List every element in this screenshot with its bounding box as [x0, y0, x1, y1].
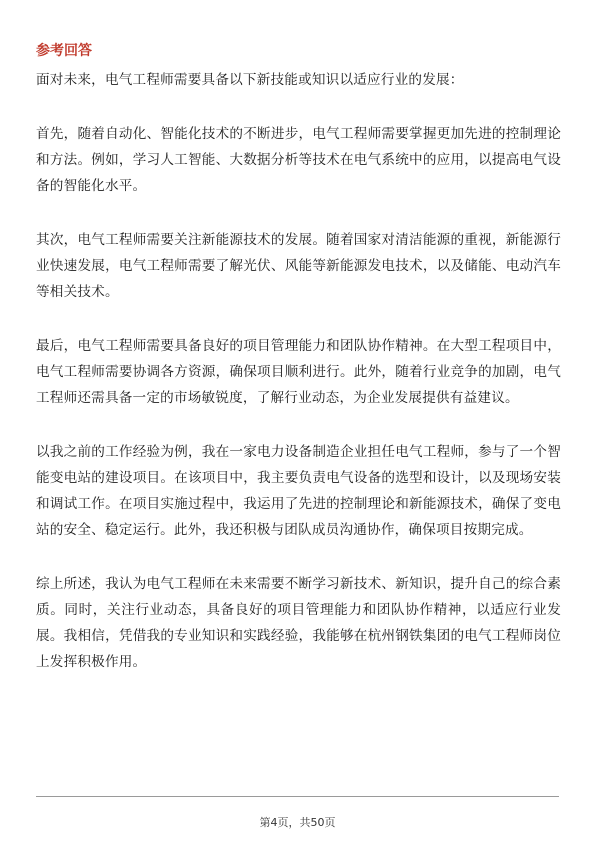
page-number: 第4页，共50页 — [259, 816, 336, 829]
paragraph-last: 最后，电气工程师需要具备良好的项目管理能力和团队协作精神。在大型工程项目中，电气工程师需要协调各方资源，确保项目顺利进行。此外，随着行业竞争的加剧，电气工程师还需具备一定的市场敏锐度，了解行业动态，为企业发展提供有益建议。 — [36, 338, 561, 406]
paragraph-experience: 以我之前的工作经验为例，我在一家电力设备制造企业担任电气工程师，参与了一个智能变电站的建设项目。在该项目中，我主要负责电气设备的选型和设计，以及现场安装和调试工作。在项目实施过程中，我运用了先进的控制理论和新能源技术，确保了变电站的安全、稳定运行。此外，我还积极与团队成员沟通协作，确保项目按期完成。 — [36, 444, 561, 538]
footer-divider — [36, 796, 559, 797]
section-heading: 参考回答 — [36, 43, 92, 59]
answer-body — [36, 67, 561, 703]
paragraph-second: 其次，电气工程师需要关注新能源技术的发展。随着国家对清洁能源的重视，新能源行业快速发展，电气工程师需要了解光伏、风能等新能源发电技术，以及储能、电动汽车等相关技术。 — [36, 232, 561, 300]
paragraph-conclusion: 综上所述，我认为电气工程师在未来需要不断学习新技术、新知识，提升自己的综合素质。同时，关注行业动态，具备良好的项目管理能力和团队协作精神，以适应行业发展。我相信，凭借我的专业知识和实践经验，我能够在杭州钢铁集团的电气工程师岗位上发挥积极作用。 — [36, 576, 561, 670]
paragraph-first: 首先，随着自动化、智能化技术的不断进步，电气工程师需要掌握更加先进的控制理论和方法。例如，学习人工智能、大数据分析等技术在电气系统中的应用，以提高电气设备的智能化水平。 — [36, 126, 561, 194]
paragraph-intro: 面对未来，电气工程师需要具备以下新技能或知识以适应行业的发展： — [36, 72, 464, 88]
